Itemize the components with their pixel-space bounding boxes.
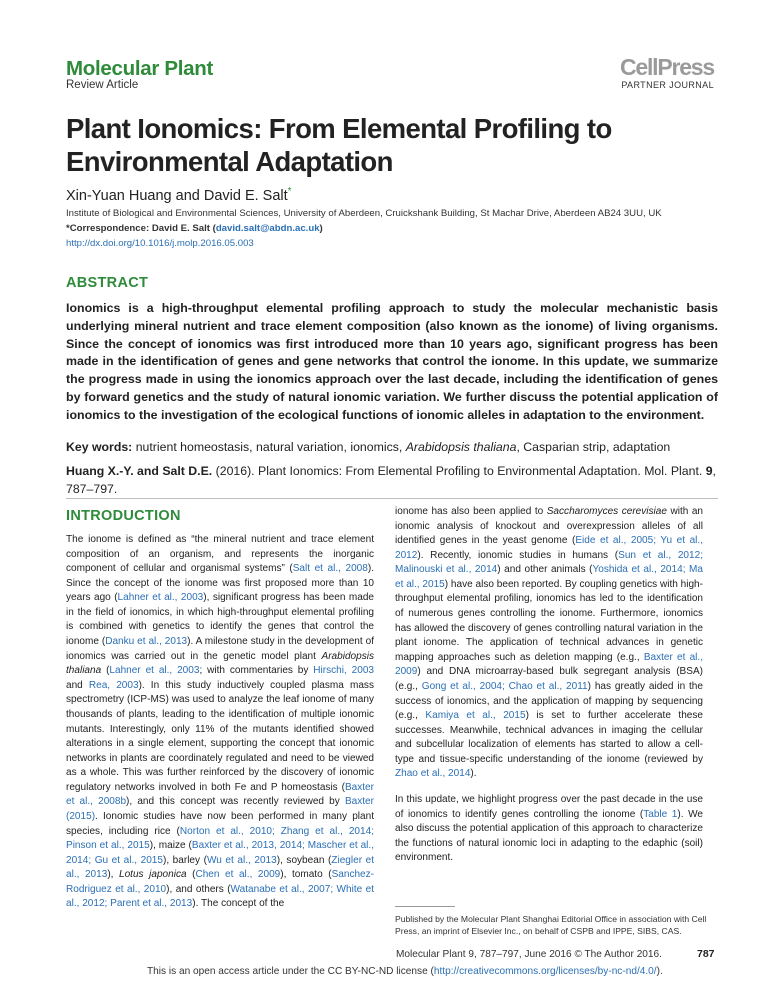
- species-name: Lotus japonica: [119, 869, 187, 881]
- body-column-left: [66, 533, 374, 912]
- reference-link[interactable]: Rea, 2003: [88, 679, 139, 691]
- keywords-part-a: nutrient homeostasis, natural variation, ionomics,: [132, 440, 406, 454]
- citation-pages: , 787–797.: [66, 464, 716, 496]
- body-text: ). The concept of the: [192, 898, 285, 910]
- reference-link[interactable]: Kamiya et al., 2015: [425, 710, 526, 722]
- body-text: ). We also discuss the potential application of this approach to characterize the functions of natural ionomic loci in adapting to the edaphic (soil) environment.: [395, 808, 704, 864]
- reference-link[interactable]: Sun et al., 2012; Malinouski et al., 2014: [395, 549, 703, 576]
- article-type: Review Article: [66, 79, 139, 91]
- corresponding-author-mark[interactable]: *: [287, 186, 292, 197]
- reference-link[interactable]: Lahner et al., 2003: [117, 592, 204, 604]
- citation-volume: 9: [705, 464, 713, 478]
- section-divider: [66, 498, 718, 499]
- reference-link[interactable]: Yoshida et al., 2014; Ma et al., 2015: [395, 564, 704, 590]
- license-close: ).: [656, 966, 663, 977]
- reference-link[interactable]: Danku et al., 2013: [105, 636, 188, 648]
- body-text: ),: [107, 869, 119, 881]
- body-text: ), and others (: [166, 883, 231, 895]
- intro-paragraph-3: [395, 793, 703, 866]
- body-text: . Ionomic studies have now been performed in many plant species, including rice (: [66, 810, 374, 837]
- article-title: Plant Ionomics: From Elemental Profiling to Environmental Adaptation: [66, 113, 612, 177]
- journal-footer: Molecular Plant 9, 787–797, June 2016 © The Author 2016.: [396, 949, 662, 960]
- citation-authors: Huang X.-Y. and Salt D.E.: [66, 464, 213, 478]
- intro-paragraph-2: [395, 505, 703, 782]
- body-text: ; with commentaries by: [199, 665, 314, 677]
- keywords: [66, 440, 718, 454]
- reference-link[interactable]: Watanabe et al., 2007; White et al., 2012; Parent et al., 2013: [66, 883, 374, 910]
- body-text: ) and DNA microarray-based bulk segregant analysis (BSA) (e.g.,: [395, 666, 703, 692]
- correspondence-label: *Correspondence: David E. Salt (: [66, 223, 216, 234]
- correspondence: [66, 223, 323, 234]
- body-text: The ionome is defined as “the mineral nutrient and trace element composition of an organism, and represents the inorganic component of cellular and organismal systems” (: [66, 534, 374, 575]
- keywords-species: Arabidopsis thaliana: [405, 440, 517, 454]
- citation-text: (2016). Plant Ionomics: From Elemental Profiling to Environmental Adaptation. Mol. Plant.: [212, 464, 706, 478]
- reference-link[interactable]: Baxter et al., 2013, 2014; Mascher et al., 2014; Gu et al., 2015: [66, 840, 374, 866]
- body-text: ). Since the concept of the ionome was first proposed more than 10 years ago (: [66, 563, 374, 604]
- reference-link[interactable]: Norton et al., 2010; Zhang et al., 2014; Pinson et al., 2015: [66, 825, 374, 852]
- cellpress-logo[interactable]: [604, 56, 714, 90]
- reference-link[interactable]: Baxter et al., 2008b: [66, 781, 374, 808]
- body-text: with an ionomic analysis of knockout and overexpression alleles of all identified genes in the yeast genome (: [395, 506, 704, 547]
- page-number: 787: [697, 948, 715, 960]
- keywords-label: Key words:: [66, 440, 133, 454]
- body-text: In this update, we highlight progress over the past decade in the use of ionomics to identify genes controlling the ionome (: [395, 793, 703, 820]
- introduction-heading: INTRODUCTION: [66, 508, 181, 524]
- author-names: Xin-Yuan Huang and David E. Salt: [66, 187, 288, 204]
- body-text: ). A milestone study in the development of ionomics was carried out in the genetic model plant: [66, 636, 374, 662]
- correspondence-close: ): [319, 223, 323, 234]
- species-name: Saccharomyces cerevisiae: [546, 506, 667, 517]
- body-text: ) has greatly aided in the success of ionomics, and the application of mapping by sequencing (e.g.,: [395, 680, 703, 722]
- license-text: This is an open access article under the CC BY-NC-ND license (: [147, 966, 434, 977]
- body-text: (: [101, 665, 110, 677]
- license-line: [147, 966, 663, 977]
- body-text: ), significant progress has been made in the field of ionomics, in which high-throughput elemental profiling is combined with genetics to identify the genes that control the ionome (: [66, 592, 375, 648]
- body-text: ionome has also been applied to: [395, 506, 547, 517]
- species-name: Arabidopsis thaliana: [66, 650, 374, 677]
- keywords-part-b: , Casparian strip, adaptation: [516, 440, 671, 454]
- body-text: ), tomato (: [280, 869, 332, 881]
- footnote-divider: [395, 906, 455, 907]
- reference-link[interactable]: Salt et al., 2008: [292, 563, 368, 575]
- body-text: and: [66, 679, 89, 691]
- body-text: ), barley (: [162, 854, 207, 866]
- body-column-right: [395, 505, 703, 866]
- reference-link[interactable]: Eide et al., 2005; Yu et al., 2012: [395, 535, 703, 561]
- partner-journal-label: PARTNER JOURNAL: [621, 80, 714, 90]
- body-text: ), and this concept was recently reviewed by: [126, 796, 345, 808]
- doi-link[interactable]: http://dx.doi.org/10.1016/j.molp.2016.05.003: [66, 238, 254, 249]
- author-list: [66, 186, 292, 204]
- reference-link[interactable]: Gong et al., 2004; Chao et al., 2011: [421, 680, 588, 692]
- journal-name[interactable]: Molecular Plant: [66, 57, 214, 80]
- citation: [66, 463, 718, 498]
- body-text: ) and other animals (: [497, 564, 593, 576]
- affiliation: Institute of Biological and Environmental Sciences, University of Aberdeen, Cruickshank Building, St Machar Drive, Aberdeen AB24 3UU, UK: [66, 208, 662, 219]
- cellpress-wordmark: CellPress: [619, 54, 714, 80]
- license-link[interactable]: http://creativecommons.org/licenses/by-nc-nd/4.0/: [433, 966, 657, 977]
- reference-link[interactable]: Wu et al., 2013: [206, 854, 277, 866]
- correspondence-email-link[interactable]: david.salt@abdn.ac.uk: [215, 223, 320, 234]
- reference-link[interactable]: Sanchez-Rodriguez et al., 2010: [66, 869, 375, 895]
- body-text: ). Recently, ionomic studies in humans (: [417, 549, 619, 561]
- intro-paragraph-1: [66, 533, 374, 912]
- body-text: ). In this study inductively coupled plasma mass spectrometry (ICP-MS) was used to analyze the leaf ionome of many thousands of plants, leading to the identification of multiple ionomic mutants. Interestingly, only 11% of the mutants identified showed alterations in a single element, supporting the concept that ionomic networks in plants are coordinately regulated and need to be viewed as a whole. This was further reinforced by the discovery of ionomic regulatory networks involved in both Fe and P homeostasis (: [66, 679, 374, 793]
- abstract-heading: ABSTRACT: [66, 275, 149, 291]
- reference-link[interactable]: Hirschi, 2003: [313, 665, 375, 677]
- reference-link[interactable]: Chen et al., 2009: [195, 869, 281, 881]
- body-text: (: [186, 869, 196, 881]
- abstract-text: Ionomics is a high-throughput elemental profiling approach to study the molecular mechanistic basis underlying mineral nutrient and trace element composition (also known as the ionome) of living organisms. Since the concept of ionomics was first introduced more than 10 years ago, significant progress has been made in the identification of genes and gene networks that control the ionome. In this update, we summarize the progress made in using the ionomics approach over the last decade, including the identification of genes by forward genetics and the study of natural ionomic variation. We further discuss the potential application of ionomics to the investigation of the ecological functions of ionomic alleles in adaptation to the environment.: [66, 301, 718, 422]
- body-text: ).: [470, 768, 477, 780]
- reference-link[interactable]: Baxter (2015): [66, 796, 374, 822]
- reference-link[interactable]: Zhao et al., 2014: [395, 768, 471, 780]
- publisher-note: Published by the Molecular Plant Shanghai Editorial Office in association with Cell Press, an imprint of Elsevier Inc., on behalf of CSPB and IPPE, SIBS, CAS.: [395, 914, 707, 936]
- reference-link[interactable]: Baxter et al., 2009: [395, 651, 704, 678]
- body-text: ) have also been reported. By coupling genetics with high-throughput elemental profiling, ionomics has led to the identification of numerous genes controlling the ionome. Furthermore, ionomics has allowed the discovery of genes controlling natural variation in the plant ionome. The application of technical advances in genetic mapping approaches such as deletion mapping (e.g.,: [395, 578, 703, 663]
- body-text: ), maize (: [149, 840, 192, 852]
- body-text: ), soybean (: [276, 854, 332, 866]
- reference-link[interactable]: Lahner et al., 2003: [109, 665, 200, 677]
- reference-link[interactable]: Ziegler et al., 2013: [66, 854, 375, 881]
- reference-link[interactable]: Table 1: [643, 808, 678, 820]
- body-text: ) is set to further accelerate these successes. Meanwhile, technical advances in imaging the cellular and subcellular localization of elements has started to allow a cell-type and tissue-specific understanding of the ionome (reviewed by: [395, 710, 703, 765]
